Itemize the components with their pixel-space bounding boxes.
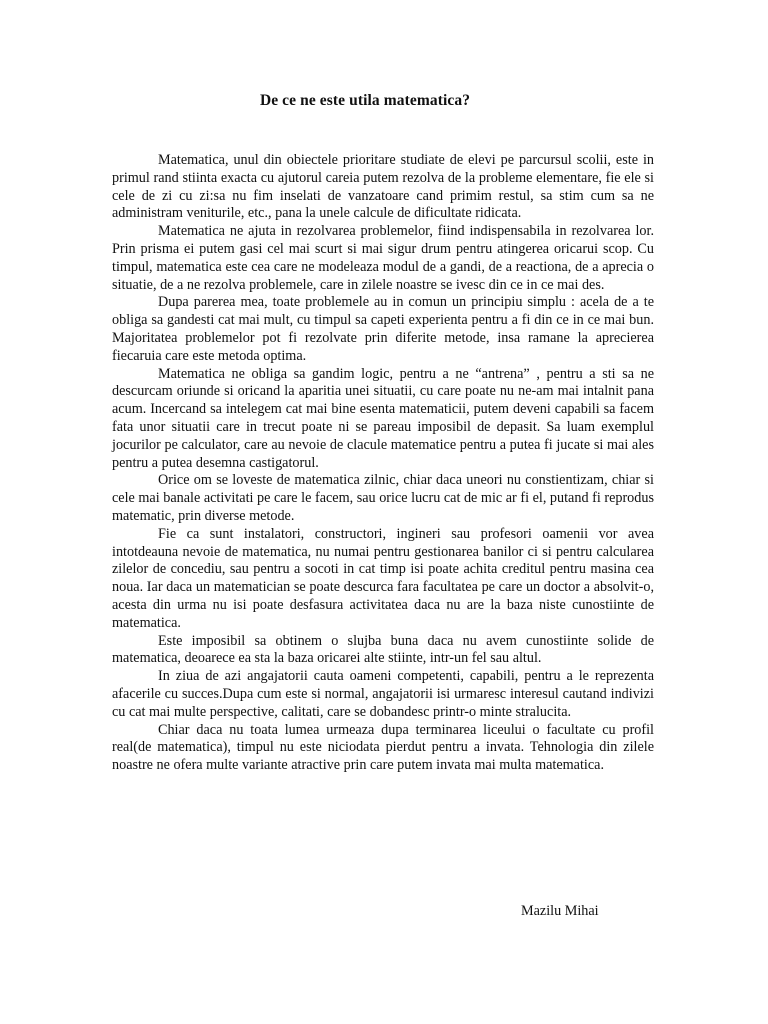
- paragraph-4: Matematica ne obliga sa gandim logic, pentru a ne “antrena” , pentru a sti sa ne descurcam oriunde si oricand la aparitia unei situatii, cu care poate nu ne-am mai intalnit pana acum. Incercand sa intelegem cat mai bine esenta matematicii, putem deveni capabili sa facem fata unor situatii care in trecut poate ni se pareau imposibil de depasit. Sa luam exemplul jocurilor pe calculator, care au nevoie de clacule matematice pentru a putea fi jucate si mai ales pentru a putea desemna castigatorul.: [112, 365, 654, 471]
- document-body: [112, 152, 654, 775]
- paragraph-1: Matematica, unul din obiectele prioritare studiate de elevi pe parcursul scolii, este in primul rand stiinta exacta cu ajutorul careia putem rezolva de la probleme elementare, fie ele si cele de zi cu zi:sa nu fim inselati de vanzatoare cand primim restul, sa stim cum sa ne administram veniturile, etc., pana la unele calcule de dificultate ridicata.: [112, 152, 654, 222]
- paragraph-8: In ziua de azi angajatorii cauta oameni competenti, capabili, pentru a le reprezenta afacerile cu succes.Dupa cum este si normal, angajatorii isi urmaresc interesul cautand indivizi cu cat mai multe perspective, calitati, care se dobandesc printr-o minte stralucita.: [112, 668, 654, 720]
- paragraph-2: Matematica ne ajuta in rezolvarea problemelor, fiind indispensabila in rezolvarea lor. Prin prisma ei putem gasi cel mai scurt si mai sigur drum pentru atingerea oricarui scop. Cu timpul, matematica este cea care ne modeleaza modul de a gandi, de a reactiona, de a aprecia o situatie, de a ne rezolva problemele, care in zilele noastre se ivesc din ce in ce mai des.: [112, 223, 654, 293]
- author-signature: Mazilu Mihai: [521, 903, 599, 919]
- document-title: De ce ne este utila matematica?: [259, 92, 471, 109]
- paragraph-7: Este imposibil sa obtinem o slujba buna daca nu avem cunostiinte solide de matematica, deoarece ea sta la baza oricarei alte stiinte, intr-un fel sau altul.: [112, 632, 654, 667]
- paragraph-3: Dupa parerea mea, toate problemele au in comun un principiu simplu : acela de a te obliga sa gandesti cat mai mult, cu timpul sa capeti experienta pentru a fi din ce in ce mai bun. Majoritatea problemelor pot fi rezolvate prin diferite metode, insa ramane la aprecierea fiecaruia care este metoda optima.: [112, 294, 654, 364]
- paragraph-5: Orice om se loveste de matematica zilnic, chiar daca uneori nu constientizam, chiar si cele mai banale activitati pe care le facem, sau orice lucru cat de mic ar fi el, putand fi reprodus matematic, prin diverse metode.: [112, 472, 654, 524]
- paragraph-9: Chiar daca nu toata lumea urmeaza dupa terminarea liceului o facultate cu profil real(de matematica), timpul nu este niciodata pierdut pentru a invata. Tehnologia din zilele noastre ne ofera multe variante atractive prin care putem invata mai multa matematica.: [112, 721, 654, 774]
- paragraph-6: Fie ca sunt instalatori, constructori, ingineri sau profesori oamenii vor avea intotdeauna nevoie de matematica, nu numai pentru gestionarea banilor ci si pentru calcularea zilelor de concediu, sau pentru a socoti in cat timp isi poate achita creditul pentru masina cea noua. Iar daca un matematician se poate descurca fara facultatea pe care un doctor a absolvit-o, acesta din urma nu isi poate desfasura activitatea daca nu are la baza niste cunostiinte de matematica.: [112, 525, 654, 631]
